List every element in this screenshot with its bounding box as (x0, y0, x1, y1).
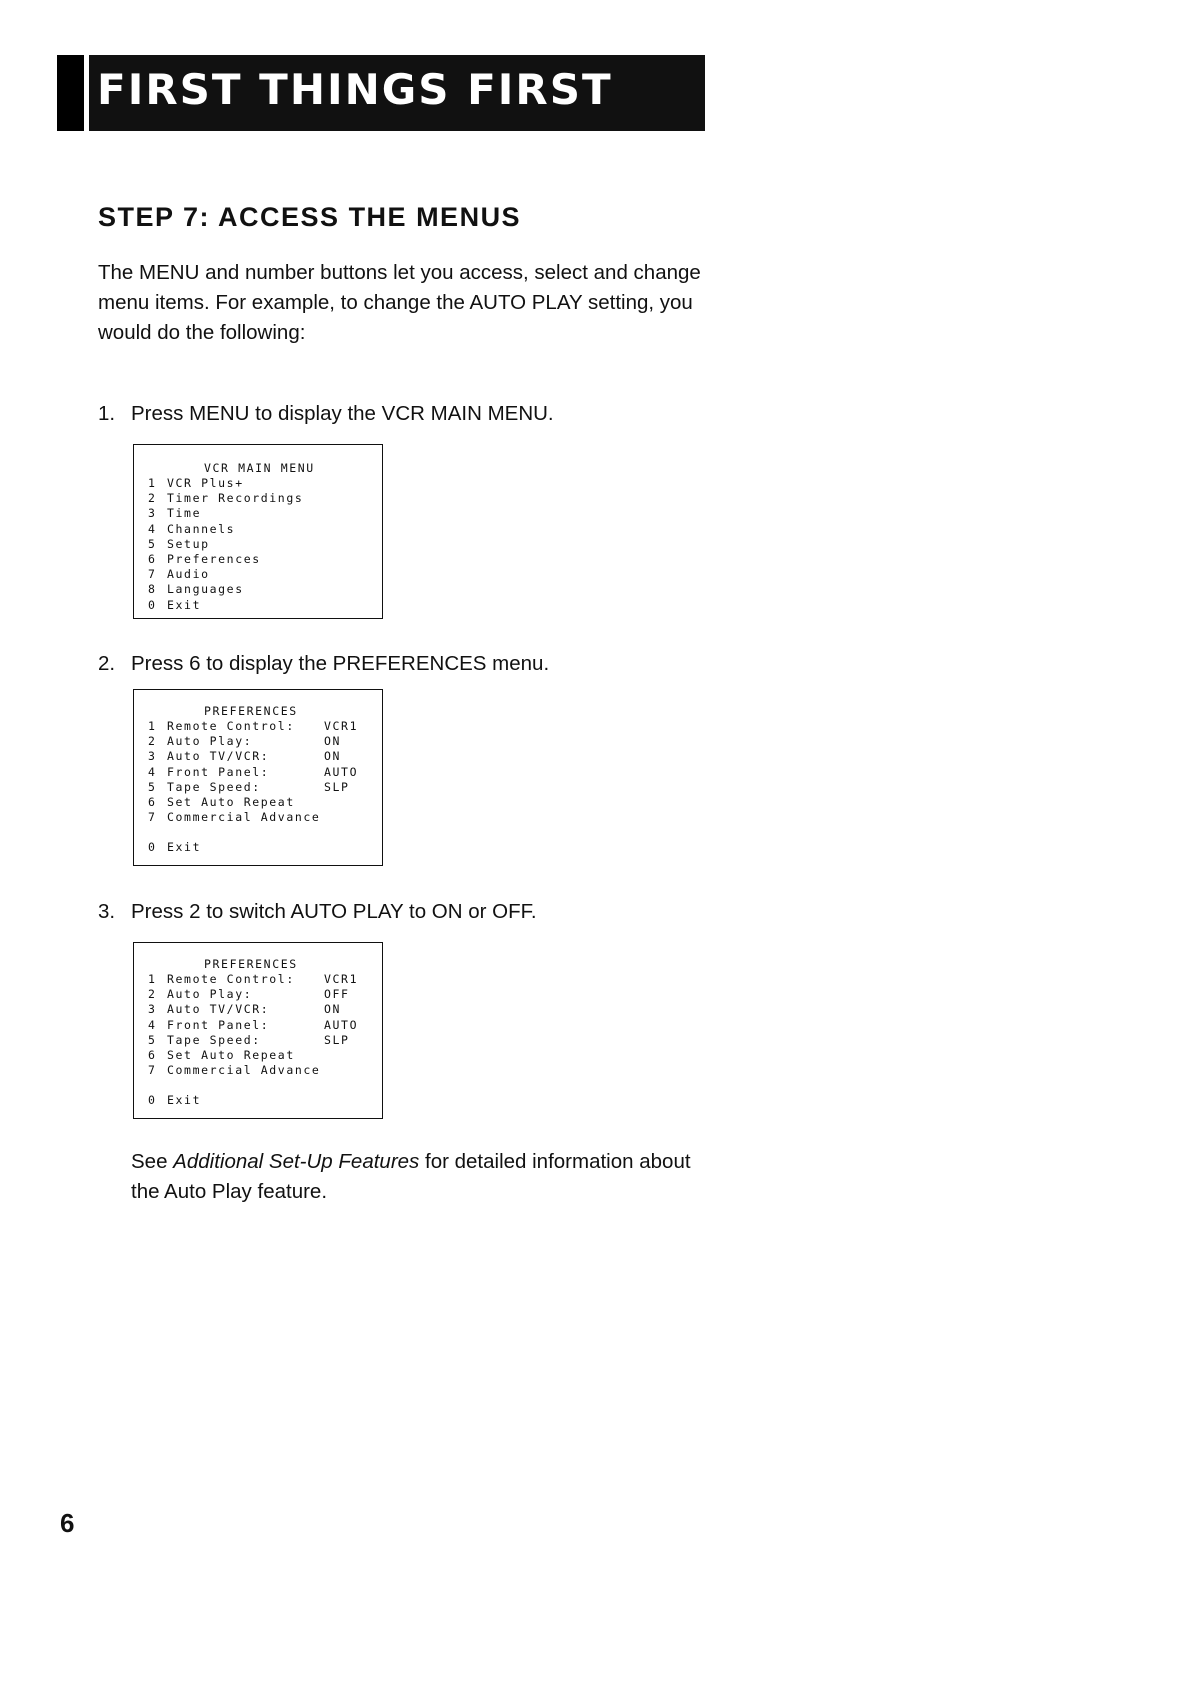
menu-item: 4 Front Panel: AUTO (148, 764, 359, 779)
menu-spacer (134, 825, 382, 840)
step-text: Press MENU to display the VCR MAIN MENU. (131, 402, 554, 425)
menu-item: 3 Auto TV/VCR: ON (148, 749, 342, 764)
menu-item: 5 Setup (148, 536, 210, 551)
menu-item: 4 Channels (148, 521, 236, 536)
footnote-text: for detailed information about the Auto Play feature. (131, 1150, 691, 1203)
step-title: STEP 7: ACCESS THE MENUS (98, 202, 522, 232)
menu-item: 1 VCR Plus+ (148, 476, 244, 490)
menu-item: 5 Tape Speed: SLP (148, 779, 350, 794)
preferences-menu-screen (133, 689, 383, 866)
menu-title: VCR MAIN MENU (204, 461, 315, 475)
footnote-text: See (131, 1150, 174, 1173)
step-text: Press 2 to switch AUTO PLAY to ON or OFF. (131, 900, 537, 923)
step-3 (98, 900, 537, 924)
preferences-menu-updated-screen (133, 942, 383, 1119)
menu-item: 1 Remote Control: VCR1 (148, 719, 359, 733)
step-2 (98, 652, 549, 676)
menu-item: 2 Timer Recordings (148, 491, 304, 506)
menu-item: 2 Auto Play: OFF (148, 987, 350, 1002)
menu-title: PREFERENCES (204, 957, 298, 971)
menu-item: 6 Set Auto Repeat (148, 1047, 295, 1062)
menu-item: 7 Commercial Advance (148, 1063, 321, 1078)
menu-item: 6 Set Auto Repeat (148, 794, 295, 809)
menu-item: 4 Front Panel: AUTO (148, 1017, 359, 1032)
step-number: 3. (98, 900, 116, 923)
menu-item: 7 Commercial Advance (148, 810, 321, 825)
menu-item-exit: 0 Exit (148, 1093, 202, 1108)
menu-item: 6 Preferences (148, 551, 261, 566)
menu-item: 8 Languages (148, 582, 244, 597)
banner-side-bar (57, 55, 84, 131)
menu-item: 3 Time (148, 506, 202, 521)
menu-spacer (134, 1078, 382, 1093)
menu-item: 7 Audio (148, 567, 210, 582)
menu-item: 2 Auto Play: ON (148, 734, 342, 749)
footnote-paragraph (131, 1147, 691, 1207)
menu-item-exit: 0 Exit (148, 597, 202, 612)
banner-title: FIRST THINGS FIRST (97, 65, 613, 114)
page-number: 6 (60, 1508, 75, 1538)
section-banner (57, 55, 705, 131)
menu-item: 3 Auto TV/VCR: ON (148, 1002, 342, 1017)
menu-item-exit: 0 Exit (148, 840, 202, 855)
menu-item: 1 Remote Control: VCR1 (148, 972, 359, 986)
step-number: 2. (98, 652, 116, 675)
step-1 (98, 402, 554, 426)
step-number: 1. (98, 402, 116, 425)
menu-item: 5 Tape Speed: SLP (148, 1032, 350, 1047)
banner-gap (84, 55, 89, 131)
step-text: Press 6 to display the PREFERENCES menu. (131, 652, 550, 675)
intro-paragraph: The MENU and number buttons let you access, select and change menu items. For example, to change the AUTO PLAY setting, you would do the following: (98, 261, 701, 344)
menu-title: PREFERENCES (204, 704, 298, 718)
cross-reference-title: Additional Set-Up Features (173, 1150, 420, 1173)
vcr-main-menu-screen (133, 444, 383, 619)
